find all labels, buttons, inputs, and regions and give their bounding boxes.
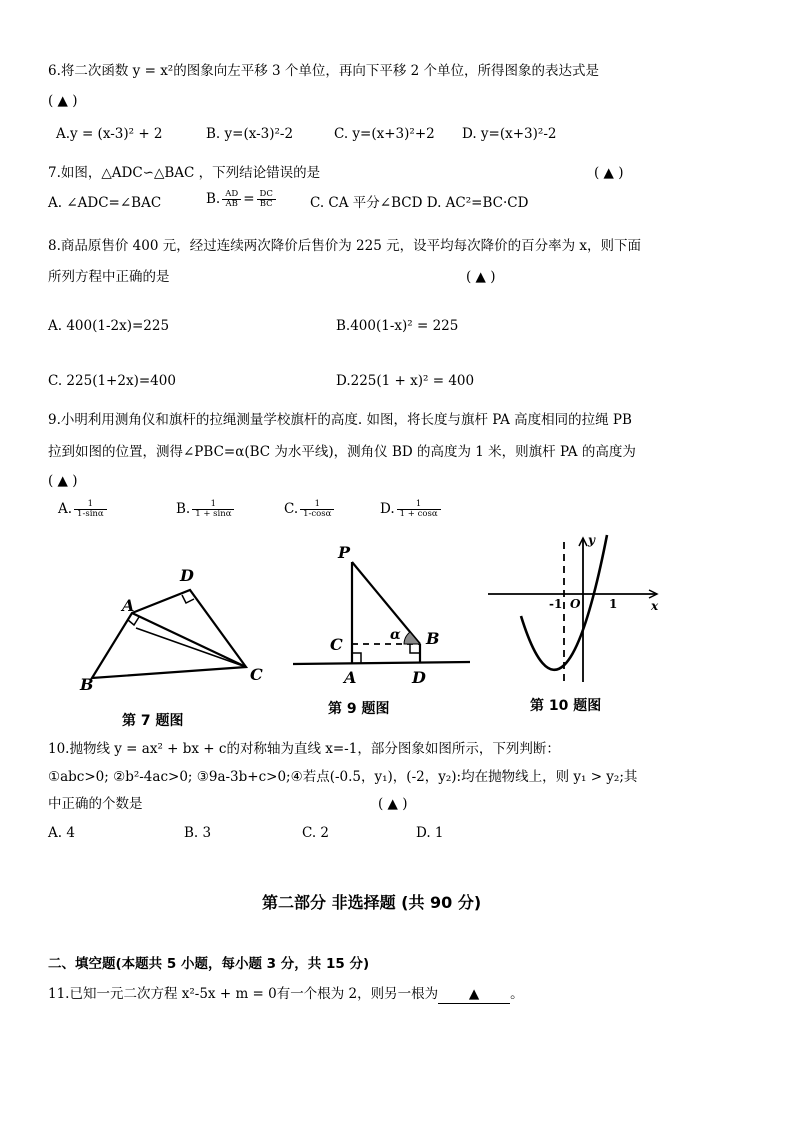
fig7-label-b: B [80,675,94,694]
q9-option-c [284,500,336,519]
fig7-segment [136,628,246,667]
q9-answer-mark: ( ▲ ) [48,473,78,489]
fraction-numerator: DC [257,190,276,200]
fraction-denominator: 1-sinα [77,509,104,519]
q9-option-c-label: C. [284,501,299,517]
fig7-right-angle-d [182,595,194,603]
q9-option-d-label: D. [380,501,395,517]
fraction [192,500,234,519]
fraction-denominator: 1 + sinα [195,509,232,519]
fraction-denominator: 1-cosα [303,509,332,519]
q10-stem-line1: 10.抛物线 y = ax² + bx + c的对称轴为直线 x=-1，部分图象如图所示，下列判断： [48,741,560,757]
fig9-label-a: A [344,668,357,687]
q6-option-a: A.y = (x-3)² + 2 [56,126,163,142]
fig9-label-d: D [412,668,426,687]
q9-option-b [176,500,236,519]
fig9-label-b: B [426,629,440,648]
q6-option-c: C. y=(x+3)²+2 [334,126,435,142]
q7-option-b-label: B. [206,191,221,207]
q9-option-a-label: A. [58,501,73,517]
fig7-label-a: A [122,596,135,615]
fig10-label-origin: O [570,597,581,611]
fig7-label-d: D [180,566,194,585]
q6-answer-mark: ( ▲ ) [48,93,78,109]
fig9-caption: 第 9 题图 [328,701,390,717]
fraction-numerator: 1 [300,500,334,510]
fig10-caption: 第 10 题图 [530,698,602,714]
fig7-diagonal-ac [132,613,246,667]
q11-end: 。 [510,986,524,1002]
q10-option-b: B. 3 [184,825,212,841]
fig10-label-y: y [588,533,595,547]
fraction [257,190,276,209]
q7-option-b [206,190,278,209]
fig9-right-angle-d [410,644,420,653]
q7-option-c-d: C. CA 平分∠BCD D. AC²=BC·CD [310,195,529,211]
fig7-caption: 第 7 题图 [122,713,184,729]
fraction-numerator: AD [222,190,241,200]
q11-line [48,985,524,1004]
q8-option-c: C. 225(1+2x)=400 [48,373,176,389]
figure-10 [485,530,670,690]
fig9-label-alpha: α [390,627,401,643]
fig9-angle-alpha-mark [404,632,420,644]
fig9-label-p: P [338,543,351,562]
fig7-label-c: C [250,665,263,684]
equals-sign: = [243,191,255,207]
q8-stem-line1: 8.商品原售价 400 元，经过连续两次降价后售价为 225 元，设平均每次降价的百分率为 x，则下面 [48,238,641,254]
figure-9 [290,540,475,690]
fraction [300,500,334,519]
figure-7 [70,555,280,700]
q9-option-b-label: B. [176,501,191,517]
q10-option-a: A. 4 [48,825,75,841]
fraction [222,190,241,209]
fraction-denominator: BC [259,199,273,209]
q11-answer-blank: ▲ [438,985,510,1004]
fig7-quadrilateral [92,590,246,678]
q9-option-a [58,500,109,519]
fraction-denominator: AB [225,199,238,209]
q8-stem-line2: 所列方程中正确的是 [48,269,170,285]
q8-option-d: D.225(1 + x)² = 400 [336,373,475,389]
q6-option-b: B. y=(x-3)²-2 [206,126,294,142]
fig10-label-1: 1 [609,597,618,611]
q10-option-c: C. 2 [302,825,330,841]
q7-stem: 7.如图，△ADC∽△BAC ，下列结论错误的是 [48,165,321,181]
fig10-label-x: x [651,599,659,613]
q10-option-d: D. 1 [416,825,444,841]
fraction [74,500,107,519]
fig9-label-c: C [330,635,343,654]
q10-answer-mark: ( ▲ ) [378,796,408,812]
q8-answer-mark: ( ▲ ) [466,269,496,285]
fig9-ground-line [293,662,470,664]
section-heading-fill-in: 二、填空题(本题共 5 小题，每小题 3 分，共 15 分) [48,956,370,972]
q9-stem-line2: 拉到如图的位置，测得∠PBC=α(BC 为水平线)，测角仪 BD 的高度为 1 米，则旗杆 PA 的高度为 [48,444,636,460]
q7-option-a: A. ∠ADC=∠BAC [48,195,162,211]
q6-stem: 6.将二次函数 y = x²的图象向左平移 3 个单位，再向下平移 2 个单位，所得图象的表达式是 [48,63,600,79]
q9-option-d [380,500,443,519]
q10-stem-line3: 中正确的个数是 [48,796,143,812]
q8-option-b: B.400(1-x)² = 225 [336,318,459,334]
fraction-numerator: 1 [74,500,107,510]
q10-stem-line2: ①abc>0; ②b²-4ac>0; ③9a-3b+c>0;④若点(-0.5，y₁)，(-2，y₂):均在抛物线上，则 y₁ > y₂;其 [48,769,638,785]
fig10-label-neg1: -1 [549,597,563,611]
fraction-numerator: 1 [192,500,234,510]
fraction [397,500,441,519]
q6-option-d: D. y=(x+3)²-2 [462,126,557,142]
fraction-denominator: 1 + cosα [399,509,438,519]
q7-answer-mark: ( ▲ ) [594,165,624,181]
q9-stem-line1: 9.小明利用测角仪和旗杆的拉绳测量学校旗杆的高度. 如图，将长度与旗杆 PA 高度相同的拉绳 PB [48,412,632,428]
fraction-numerator: 1 [397,500,441,510]
part2-title: 第二部分 非选择题 (共 90 分) [262,893,482,912]
q8-option-a: A. 400(1-2x)=225 [48,318,170,334]
q11-stem: 11.已知一元二次方程 x²-5x + m = 0有一个根为 2，则另一根为 [48,986,439,1002]
